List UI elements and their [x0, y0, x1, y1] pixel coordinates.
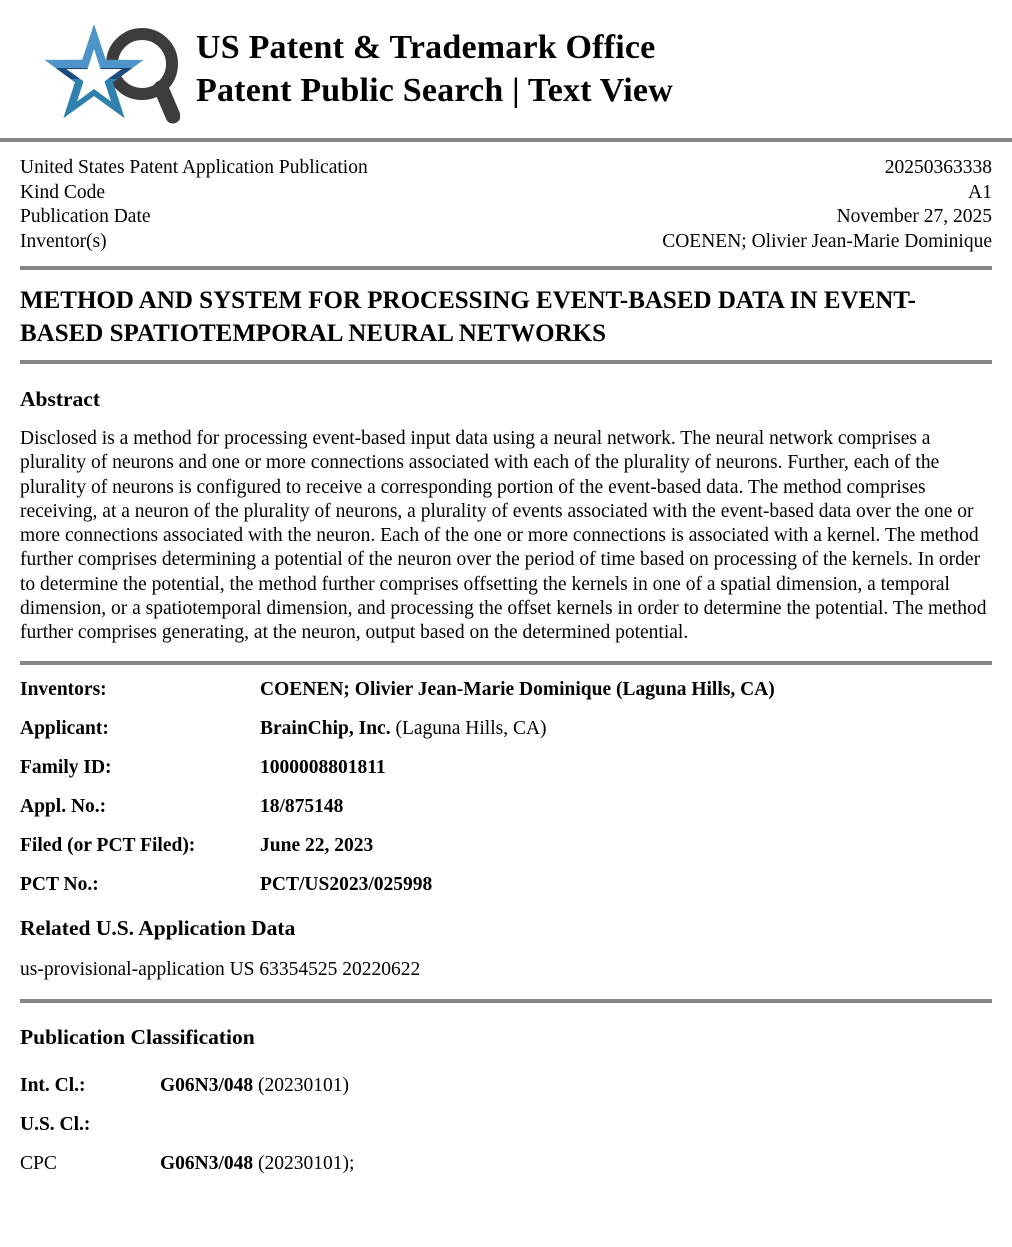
- row-value: [260, 717, 547, 741]
- classification-date: (20230101): [258, 1074, 350, 1096]
- details-table: [20, 678, 992, 897]
- table-row-cpc: [20, 1152, 992, 1176]
- bibliographic-block: [20, 142, 992, 266]
- kind-code-value: A1: [968, 181, 992, 203]
- biblio-label: United States Patent Application Publication: [20, 157, 368, 178]
- value-bold: BrainChip, Inc.: [260, 717, 391, 739]
- inventor-name-value: COENEN; Olivier Jean-Marie Dominique: [662, 230, 992, 252]
- classification-date: (20230101);: [258, 1152, 355, 1174]
- classification-table: [20, 1074, 992, 1176]
- biblio-label: Publication Date: [20, 206, 151, 227]
- value-bold: COENEN; Olivier Jean-Marie Dominique (Laguna Hills, CA): [260, 678, 775, 700]
- biblio-row-publication-date: [20, 205, 992, 230]
- divider: [20, 999, 992, 1003]
- row-label: CPC: [20, 1152, 57, 1174]
- biblio-label: Inventor(s): [20, 230, 107, 252]
- value-rest: (Laguna Hills, CA): [395, 717, 547, 739]
- header: [0, 0, 1012, 138]
- biblio-row-publication: [20, 156, 992, 181]
- value-bold: June 22, 2023: [260, 834, 374, 856]
- value-bold: 1000008801811: [260, 756, 386, 778]
- patent-title: METHOD AND SYSTEM FOR PROCESSING EVENT-BASED DATA IN EVENT-BASED SPATIOTEMPORAL NEURAL NETWORKS: [20, 287, 917, 347]
- table-row-inventors: [20, 678, 992, 702]
- value-bold: 18/875148: [260, 795, 344, 817]
- table-row-int-cl: [20, 1074, 992, 1098]
- row-value: [260, 756, 386, 780]
- classification-code: G06N3/048: [160, 1074, 254, 1096]
- row-label: Filed (or PCT Filed):: [20, 834, 196, 856]
- row-value: [260, 834, 373, 858]
- table-row-filed: [20, 834, 992, 858]
- biblio-row-kind-code: [20, 181, 992, 206]
- abstract-heading: Abstract: [20, 387, 101, 411]
- biblio-label: Kind Code: [20, 181, 106, 203]
- row-value: [260, 795, 343, 819]
- uspto-logo: [34, 8, 180, 130]
- row-label: U.S. Cl.:: [20, 1113, 91, 1135]
- row-value: [260, 873, 432, 897]
- header-title-line1: US Patent & Trademark Office: [196, 29, 656, 66]
- row-label: Applicant:: [20, 717, 109, 739]
- publication-number: 20250363338: [884, 157, 992, 178]
- table-row-family-id: [20, 756, 992, 780]
- divider: [20, 661, 992, 665]
- table-row-appl-no: [20, 795, 992, 819]
- row-value: [160, 1074, 349, 1098]
- row-label: PCT No.:: [20, 873, 99, 895]
- row-value: [160, 1152, 354, 1176]
- table-row-pct-no: [20, 873, 992, 897]
- row-label: Inventors:: [20, 678, 107, 700]
- table-row-applicant: [20, 717, 992, 741]
- value-bold: PCT/US2023/025998: [260, 873, 433, 895]
- biblio-row-inventors: [20, 230, 992, 255]
- divider: [20, 360, 992, 364]
- publication-classification-heading: Publication Classification: [20, 1024, 255, 1049]
- header-title-line2: Patent Public Search | Text View: [196, 72, 673, 109]
- publication-date-value: November 27, 2025: [836, 206, 992, 227]
- related-data-text: us-provisional-application US 63354525 20220622: [20, 958, 421, 980]
- abstract-text: Disclosed is a method for processing event-based input data using a neural network. The neural network comprises a plurality of neurons and one or more connections associated with each of the plurality of neurons. Further, each of the plurality of neurons is configured to receive a corresponding portion of the event-based data. The method comprises receiving, at a neuron of the plurality of neurons, a plurality of events associated with the event-based data over the one or more connections associated with the neuron. Each of the one or more connections is associated with a kernel. The method further comprises determining a potential of the neuron over the period of time based on processing of the kernels. In order to determine the potential, the method further comprises offsetting the kernels in one of a spatial dimension, a temporal dimension, or a spatiotemporal dimension, and processing the offset kernels in order to determine the potential. The method further comprises generating, at the neuron, output based on the determined potential.: [20, 428, 987, 644]
- row-label: Appl. No.:: [20, 795, 107, 817]
- table-row-us-cl: [20, 1113, 992, 1137]
- classification-code: G06N3/048: [160, 1152, 254, 1174]
- row-label: Int. Cl.:: [20, 1074, 86, 1096]
- header-titles: [196, 26, 673, 112]
- related-data-heading: Related U.S. Application Data: [20, 915, 296, 940]
- divider: [20, 266, 992, 270]
- row-label: Family ID:: [20, 756, 112, 778]
- row-value: [260, 678, 775, 702]
